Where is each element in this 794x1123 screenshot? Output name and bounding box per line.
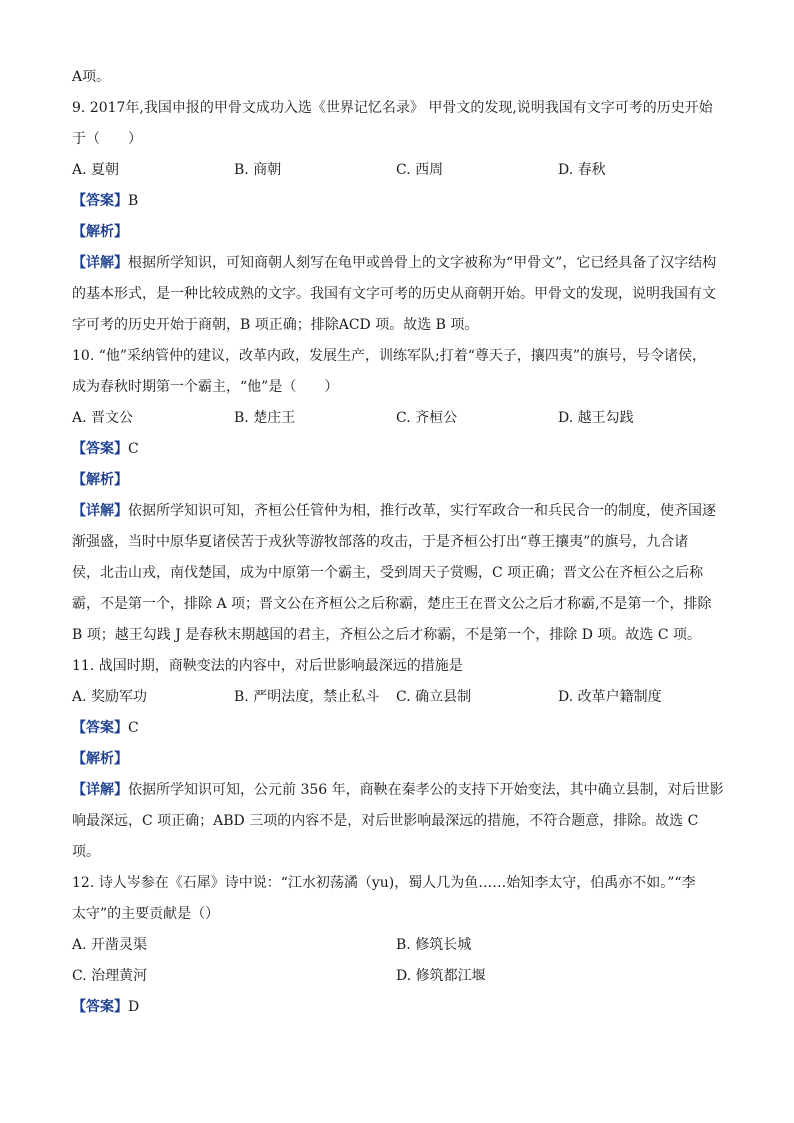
q11-answer: [72, 713, 722, 744]
answer-tag: 【答案】: [72, 999, 128, 1015]
q10-option-b: B. 楚庄王: [234, 410, 296, 426]
analysis-tag: 【解析】: [72, 224, 128, 240]
answer-tag: 【答案】: [72, 441, 128, 457]
q11-option-d: D. 改革户籍制度: [558, 689, 662, 705]
q10-detail-line3: 侯，北击山戎，南伐楚国，成为中原第一个霸主，受到周天子赏赐，C 项正确；晋文公在齐桓公之后称: [72, 565, 704, 581]
q10-option-d: D. 越王勾践: [558, 410, 634, 426]
q9-detail-line1: 【详解】根据所学知识，可知商朝人刻写在龟甲或兽骨上的文字被称为“甲骨文”，它已经具备了汉字结构: [72, 255, 717, 271]
q9-option-a: A. 夏朝: [72, 162, 120, 178]
q11-options: [72, 682, 722, 713]
q12-options-row2: [72, 961, 722, 992]
q11-stem-line1: 11. 战国时期，商鞅变法的内容中，对后世影响最深远的措施是: [72, 658, 463, 674]
q11-detail-line1: 【详解】依据所学知识可知，公元前 356 年，商鞅在秦孝公的支持下开始变法，其中确立县制，对后世影: [72, 782, 724, 798]
answer-tag: 【答案】: [72, 193, 128, 209]
q12-answer-value: D: [128, 999, 140, 1015]
q11-option-a: A. 奖励军功: [72, 689, 148, 705]
q10-option-a: A. 晋文公: [72, 410, 134, 426]
q9-detail-line2: 的基本形式，是一种比较成熟的文字。我国有文字可考的历史从商朝开始。甲骨文的发现，说明我国有文: [72, 286, 716, 302]
q10-detail-line1: 【详解】依据所学知识可知，齐桓公任管仲为相，推行改革，实行军政合一和兵民合一的制度，使齐国逐: [72, 503, 716, 519]
q9-stem-line2: 于（ ）: [72, 131, 142, 147]
q9-answer-value: B: [128, 193, 139, 209]
q10-options: [72, 403, 722, 434]
answer-tag: 【答案】: [72, 720, 128, 736]
q10-analysis: [72, 465, 722, 496]
q12-answer: [72, 992, 722, 1023]
q9-analysis: [72, 217, 722, 248]
q9-option-b: B. 商朝: [234, 162, 282, 178]
q11-detail-line2: 响最深远，C 项正确；ABD 三项的内容不是，对后世影响最深远的措施，不符合题意，排除。故选 C: [72, 813, 699, 829]
q12-option-d: D. 修筑都江堰: [396, 968, 486, 984]
q12-option-a: A. 开凿灵渠: [72, 937, 148, 953]
analysis-tag: 【解析】: [72, 472, 128, 488]
q11-answer-value: C: [128, 720, 139, 736]
q9-detail-line3: 字可考的历史开始于商朝，B 项正确；排除ACD 项。故选 B 项。: [72, 317, 479, 333]
q11-detail-line3: 项。: [72, 844, 100, 860]
q12-stem-line2: 太守”的主要贡献是（）: [72, 906, 220, 922]
document-page: [72, 62, 722, 1023]
q10-detail-line4: 霸，不是第一个，排除 A 项；晋文公在齐桓公之后称霸，楚庄王在晋文公之后才称霸,不是第一个，排除: [72, 596, 712, 612]
q10-detail-line5: B 项；越王勾践 J 是春秋末期越国的君主，齐桓公之后才称霸，不是第一个，排除 D 项。故选 C 项。: [72, 627, 701, 643]
q12-options-row1: [72, 930, 722, 961]
q10-answer: [72, 434, 722, 465]
q9-option-c: C. 西周: [396, 162, 444, 178]
q10-detail-line2: 渐强盛，当时中原华夏诸侯苦于戎狄等游牧部落的攻击，于是齐桓公打出“尊王攘夷”的旗号，九合诸: [72, 534, 689, 550]
q9-option-d: D. 春秋: [558, 162, 606, 178]
detail-tag: 【详解】: [72, 782, 128, 798]
detail-tag: 【详解】: [72, 503, 128, 519]
q11-analysis: [72, 744, 722, 775]
detail-tag: 【详解】: [72, 255, 128, 271]
q9-answer: [72, 186, 722, 217]
q11-option-c: C. 确立县制: [396, 689, 472, 705]
q9-stem-line1: 9. 2017年,我国申报的甲骨文成功入选《世界记忆名录》 甲骨文的发现,说明我国有文字可考的历史开始: [72, 100, 713, 116]
q10-stem-line1: 10. “他”采纳管仲的建议，改革内政，发展生产，训练军队;打着“尊天子，攘四夷”的旗号，号令诸侯，: [72, 348, 707, 364]
q12-stem-line1: 12. 诗人岑参在《石犀》诗中说：“江水初荡潏（yu)，蜀人几为鱼……始知李太守，伯禹亦不如。”“李: [72, 875, 696, 891]
q12-option-b: B. 修筑长城: [396, 937, 472, 953]
analysis-tag: 【解析】: [72, 751, 128, 767]
q10-option-c: C. 齐桓公: [396, 410, 458, 426]
q11-option-b: B. 严明法度，禁止私斗: [234, 689, 380, 705]
q12-option-c: C. 治理黄河: [72, 968, 148, 984]
lead-text: A项。: [72, 69, 111, 85]
q9-options: [72, 155, 722, 186]
q10-stem-line2: 成为春秋时期第一个霸主，“他”是（ ）: [72, 379, 339, 395]
q10-answer-value: C: [128, 441, 139, 457]
